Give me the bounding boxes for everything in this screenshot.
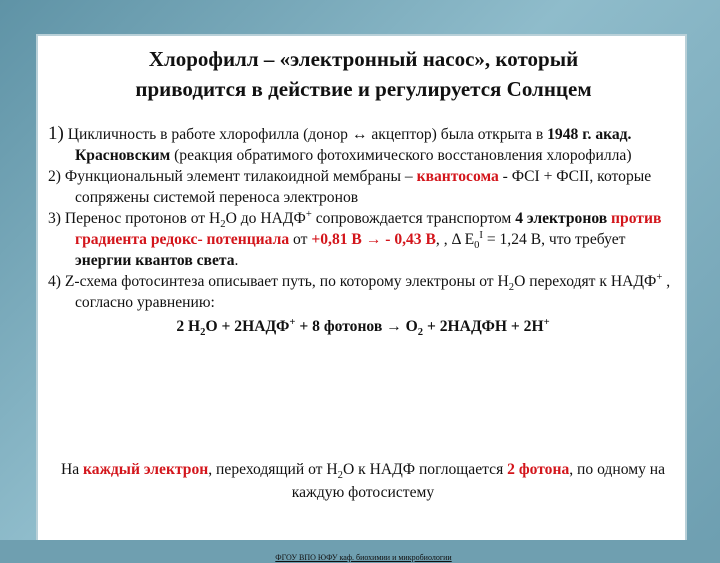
superscript: +: [289, 316, 296, 328]
item-number: 2): [48, 168, 61, 185]
item-text: Функциональный элемент тилакоидной мембраны –: [64, 168, 417, 185]
item-text: сопровождается транспортом: [311, 210, 516, 227]
slide-title: [38, 44, 689, 104]
subscript: 2: [508, 282, 515, 294]
summary-text: [48, 458, 678, 504]
item-text: = 1,24 В, что требует: [482, 231, 626, 248]
equation-part: O + 2НАДФ: [205, 318, 290, 335]
list-item-3: [48, 208, 678, 271]
superscript: +: [656, 271, 663, 283]
item-text: , согласно уравнению:: [75, 273, 671, 311]
item-text: O переходят к НАДФ: [514, 273, 657, 290]
item-bold: энергии квантов света: [75, 252, 235, 269]
superscript: +: [305, 208, 312, 220]
summary-part: , по одному на каждую фотосистему: [291, 461, 666, 501]
item-text: (реакция обратимого фотохимического восстановления хлорофилла): [170, 147, 632, 164]
reaction-equation: [48, 316, 678, 337]
item-number: 3): [48, 210, 61, 227]
item-highlight: против градиента редокс- потенциала: [75, 210, 662, 248]
item-text: от: [289, 231, 312, 248]
list-item-1: [48, 123, 678, 166]
title-line-2: приводится в действие и регулируется Солнцем: [135, 77, 592, 101]
item-number: 1): [48, 123, 64, 144]
summary-part: O к НАДФ поглощается: [342, 461, 508, 478]
item-text: .: [234, 252, 239, 269]
items-list: [48, 123, 678, 337]
item-bold: 1948 г. акад. Красновским: [75, 126, 632, 164]
footer-text: ФГОУ ВПО ЮФУ каф. биохимии и микробиологии: [275, 553, 452, 562]
superscript: +: [543, 316, 550, 328]
superscript: I: [479, 229, 483, 241]
summary-part: , переходящий от H: [208, 461, 338, 478]
item-highlight: +0,81 В → - 0,43 В: [311, 231, 436, 248]
item-number: 4): [48, 273, 61, 290]
subscript: 0: [474, 240, 480, 252]
subscript: 2: [200, 327, 206, 339]
summary-part: На: [60, 461, 84, 478]
item-text: Перенос протонов от H: [64, 210, 221, 227]
item-text: Z-схема фотосинтеза описывает путь, по которому электроны от H: [64, 273, 509, 290]
item-text: O до НАДФ: [225, 210, 306, 227]
title-line-1: Хлорофилл – «электронный насос», который: [148, 47, 579, 71]
item-bold: 4 электронов: [515, 210, 608, 227]
item-text: , , Δ E: [435, 231, 475, 248]
item-text: Цикличность в работе хлорофилла (донор ↔ акцептор) была открыта в: [67, 126, 548, 143]
equation-part: + 8 фотонов → O: [295, 318, 418, 335]
slide-footer: [38, 553, 689, 563]
item-highlight: квантосома: [416, 168, 499, 185]
subscript: 2: [417, 327, 424, 339]
content-panel: [36, 34, 687, 562]
summary-highlight: 2 фотона: [507, 461, 570, 478]
list-item-2: [48, 166, 678, 208]
summary-highlight: каждый электрон: [83, 461, 209, 478]
subscript: 2: [337, 470, 343, 482]
subscript: 2: [220, 219, 226, 231]
equation-part: + 2НАДФН + 2Н: [423, 318, 544, 335]
list-item-4: [48, 271, 678, 313]
item-text: - ФСI + ФСII, которые сопряжены системой переноса электронов: [75, 168, 652, 206]
equation-part: 2 H: [176, 318, 201, 335]
